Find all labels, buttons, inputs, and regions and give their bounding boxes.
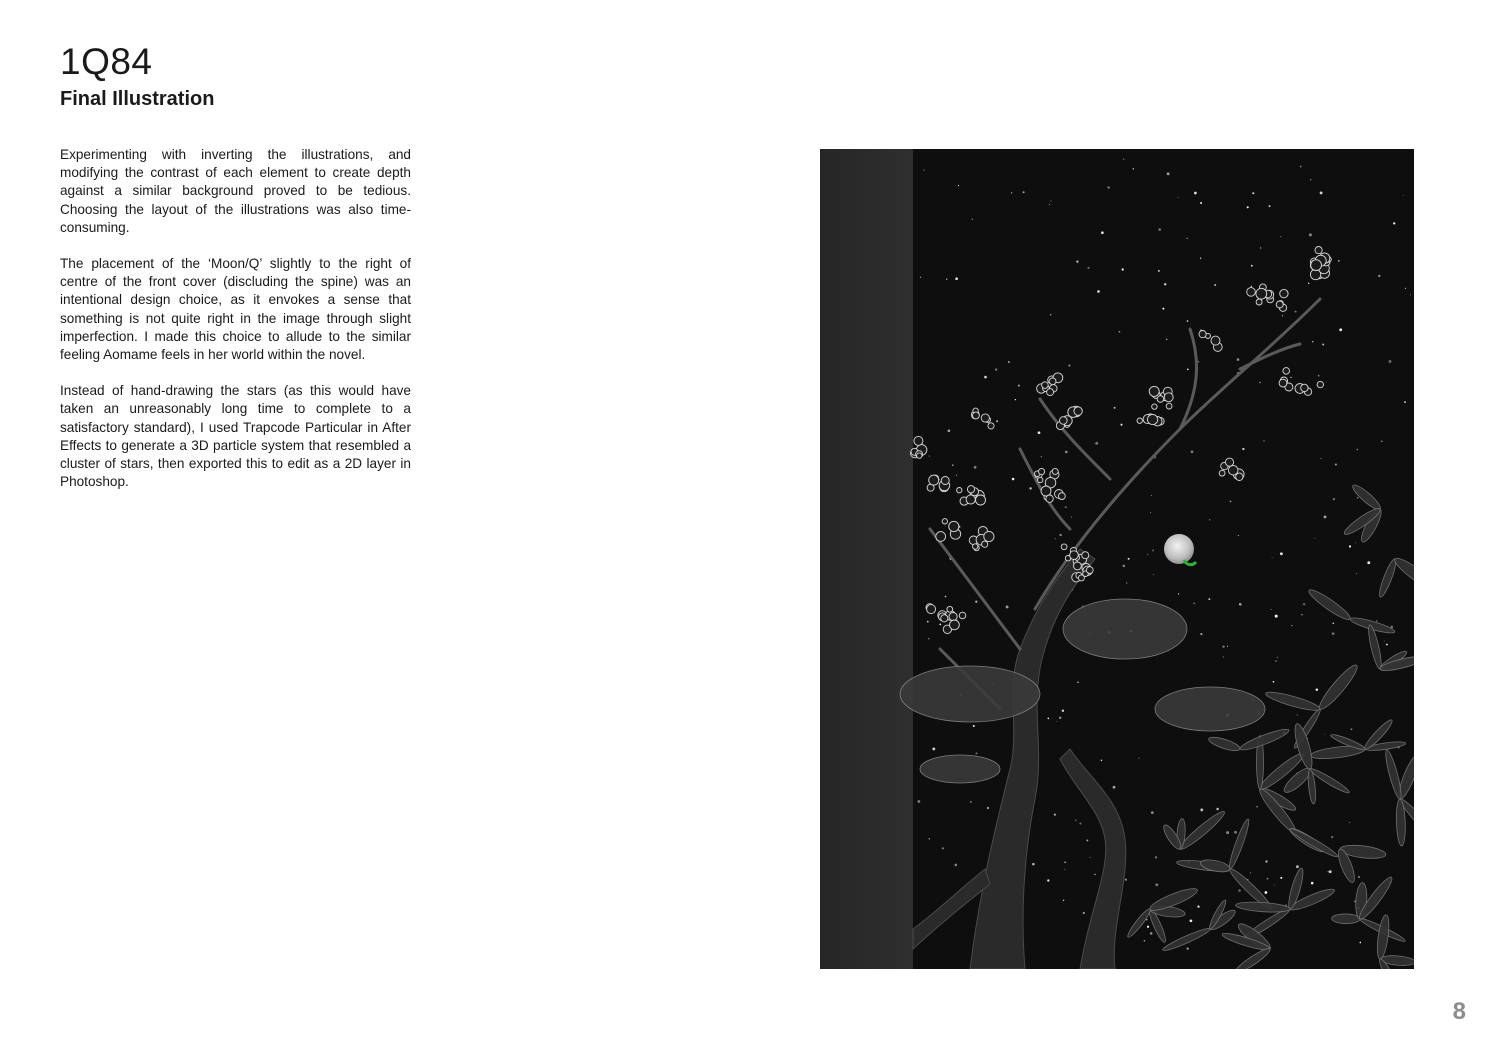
blossom [1199,331,1206,338]
star [954,864,957,867]
page-title: 1Q84 [60,41,153,82]
star [1265,891,1268,894]
star [1064,869,1065,870]
star [1041,456,1042,457]
star [1152,550,1154,552]
star [1410,294,1411,295]
star [1267,878,1269,880]
star [1198,361,1200,363]
star [1349,822,1350,823]
star [974,466,977,469]
star [1251,286,1252,287]
star [1083,912,1085,914]
star [1119,331,1121,333]
star [1065,506,1067,508]
star [1050,314,1051,315]
star [1333,498,1335,500]
star [1101,760,1102,761]
blossom [929,475,939,485]
blossom [1059,493,1066,500]
blossom [914,436,923,445]
star [1256,806,1257,807]
star [975,601,977,603]
star [1274,885,1275,886]
star [1187,947,1189,949]
blossom [1038,477,1043,482]
star [1006,605,1009,608]
star [1214,284,1216,286]
blossom [1280,289,1288,297]
star [939,623,941,625]
star [1065,451,1068,454]
star [1166,339,1167,340]
star [1384,641,1385,642]
blossom [967,486,974,493]
blossom [949,613,957,621]
star [1167,172,1170,175]
star [1187,320,1189,322]
star [942,847,944,849]
star [956,475,957,476]
star [1147,926,1149,928]
star [1068,364,1070,366]
blossom [1283,368,1290,375]
star [927,621,929,623]
star [1378,275,1380,277]
blossom [981,414,989,422]
star [1311,882,1314,885]
star [984,376,987,379]
star [1291,625,1292,626]
blossom [941,615,948,622]
blossom [1060,417,1068,425]
star [1150,512,1151,513]
star [1087,267,1089,269]
star [1271,609,1272,610]
star [1090,857,1091,858]
star [1191,450,1194,453]
illustration-svg [820,149,1414,969]
star [1356,573,1357,574]
blossom [1315,247,1322,254]
paragraph-3: Instead of hand-drawing the stars (as this would have taken an unreasonably long time to complete to a satisfactory standard), I used Trapcode Particular in After Effects to generate a 3D particle system that resembled a cluster of stars, then exported this to edit as a 2D layer in Photoshop. [60,383,411,490]
paragraph-2: The placement of the ‘Moon/Q’ slightly to the right of centre of the front cover (discluding the spine) was an intentional design choice, as it envokes a sense that something is not quite right in the image through slight imperfection. I made this choice to allude to the similar feeling Aomame feels in her world within the novel. [60,256,411,363]
blossom [1070,551,1079,560]
star [1055,538,1056,539]
star [1280,877,1282,879]
star [1237,358,1240,361]
star [1260,247,1261,248]
star [918,800,921,803]
star [1303,603,1305,605]
blossom [1074,562,1082,570]
star [1349,545,1351,547]
star [1155,883,1158,886]
star [1238,889,1240,891]
star [1164,283,1166,285]
star [1059,717,1061,719]
star [1158,228,1161,231]
star [1077,682,1079,684]
star [1079,823,1081,825]
star [1114,407,1116,409]
star [975,752,977,754]
star [924,170,925,171]
star [1376,620,1378,622]
star [1404,401,1406,403]
star [1011,192,1012,193]
blossom [1149,386,1159,396]
blossom [973,412,980,419]
star [1312,341,1313,342]
star [1153,574,1154,575]
star [1316,688,1318,690]
star [1389,360,1392,363]
star [1339,328,1342,331]
blossom [1301,384,1308,391]
star [1144,940,1146,942]
star [952,464,953,465]
star [1051,201,1052,202]
moon [1164,534,1194,564]
star [1101,231,1104,234]
star [987,807,989,809]
star [1280,552,1283,555]
star [1318,375,1320,377]
blossom [1247,288,1256,297]
star [1247,206,1249,208]
blossom [1052,468,1058,474]
star [1200,202,1202,204]
paragraph-1: Experimenting with inverting the illustrations, and modifying the contrast of each element to create depth against a similar background proved to be tedious. Choosing the layout of the illustrations was also time-consuming. [60,147,411,235]
star [1358,876,1360,878]
star [1122,268,1124,270]
blossom [1276,301,1283,308]
star [1018,385,1020,387]
blossom [1061,544,1067,550]
star [1208,598,1210,600]
blossom [1256,299,1262,305]
star [1222,645,1224,647]
star [1265,860,1267,862]
star [1230,501,1232,503]
star [1120,424,1122,426]
star [1275,615,1278,618]
blossom [988,423,994,429]
star [1308,283,1309,284]
star [1250,872,1251,873]
star [996,420,998,422]
star [1332,632,1335,635]
blossom [1148,414,1158,424]
star [1150,932,1153,935]
blossom [1228,465,1238,475]
star [929,456,930,457]
star [1381,440,1383,442]
star [1324,734,1325,735]
star [1054,813,1056,815]
star [973,725,975,727]
star [1063,900,1064,901]
star [1269,205,1271,207]
blossom [1157,396,1164,403]
blossom [936,532,946,542]
star [1186,238,1188,240]
star [1251,265,1253,267]
star [1301,614,1303,616]
star [1126,582,1127,583]
star [928,638,929,639]
star [1282,315,1283,316]
star [1328,871,1329,872]
star [1200,808,1203,811]
star [1277,657,1279,659]
star [1151,495,1152,496]
blossom [984,531,994,541]
star [1049,204,1050,205]
star [1273,681,1275,683]
star [1226,831,1229,834]
star [1297,714,1298,715]
blossom [1225,458,1233,466]
star [1259,382,1261,384]
star [1155,856,1157,858]
star [1015,399,1016,400]
blossom [1166,403,1172,409]
book-spine [820,149,913,969]
blossom [1042,382,1049,389]
blossom [947,606,953,612]
star [1242,448,1244,450]
star [1032,863,1035,866]
star [1403,195,1404,196]
star [1086,839,1088,841]
star [1047,718,1049,720]
blossom [1039,468,1045,474]
star [1200,633,1202,635]
star [1113,786,1116,789]
star [1147,554,1148,555]
star [1227,646,1228,647]
blossom [1086,567,1093,574]
star [1359,942,1361,944]
star [1351,728,1353,730]
blossom [950,620,960,630]
star [1355,542,1356,543]
blossom [1137,418,1142,423]
star [1060,534,1062,536]
blossom [1256,288,1267,299]
blossom [1311,260,1322,271]
star [1023,191,1025,193]
blossom [973,544,978,549]
star [1280,236,1281,237]
star [929,838,930,839]
star [1329,870,1332,873]
star [1197,905,1199,907]
blossom [1049,378,1056,385]
star [1320,458,1321,459]
star [1324,515,1327,518]
page-number: 8 [1452,998,1466,1025]
star [1178,593,1179,594]
blossom [1164,393,1173,402]
star [1056,721,1057,722]
star [1320,191,1323,194]
star [1193,603,1195,605]
star [1151,811,1154,814]
star [1095,442,1098,445]
blossom [1152,404,1157,409]
page-subtitle: Final Illustration [60,88,215,110]
star [1139,758,1140,759]
star [1029,487,1031,489]
star [1190,919,1193,922]
blossom [949,521,959,531]
star [1386,644,1388,646]
blossom [1078,575,1084,581]
star [1332,622,1334,624]
star [1285,905,1286,906]
star [1356,449,1358,451]
star [1300,166,1302,168]
star [1296,865,1299,868]
star [1123,158,1124,159]
book-cover-illustration [820,149,1414,969]
star [1275,660,1277,662]
star [1234,831,1237,834]
leaf [1332,914,1361,924]
blossom [1046,495,1053,502]
star [1162,308,1164,310]
star [1012,478,1015,481]
star [1335,464,1337,466]
star [948,429,951,432]
star [1367,561,1370,564]
blossom [957,488,962,493]
blossom [1279,379,1287,387]
star [1187,368,1189,370]
star [1309,233,1312,236]
star [1322,344,1324,346]
star [1071,517,1072,518]
blossom [917,453,922,458]
star [946,279,947,280]
star [1263,440,1264,441]
star [1178,197,1179,198]
blossom [982,541,988,547]
star [1209,519,1210,520]
star [1405,288,1406,289]
blossom [1236,473,1243,480]
star [932,747,935,750]
star [1008,361,1010,363]
star [1128,558,1130,560]
star [1038,431,1041,434]
star [1075,820,1077,822]
star [955,277,958,280]
star [1238,535,1239,536]
star [1097,290,1100,293]
star [1393,222,1395,224]
star [1331,836,1333,838]
star [1216,808,1219,811]
star [1158,270,1160,272]
star [1094,874,1096,876]
star [1223,657,1224,658]
star [1108,186,1110,188]
blossom [1047,389,1054,396]
star [920,277,921,278]
star [1076,261,1078,263]
star [1239,603,1242,606]
blossom [1041,486,1051,496]
star [995,368,997,370]
star [958,185,959,186]
blossom [942,519,947,524]
star [1200,258,1201,259]
star [1062,709,1064,711]
star [1064,862,1066,864]
star [1310,179,1311,180]
star [1338,260,1340,262]
blossom [959,612,966,619]
blossom [1074,407,1082,415]
body-text [60,146,411,509]
star [1146,919,1147,920]
blossom [941,477,949,485]
star [1357,497,1359,499]
star [1125,879,1127,881]
star [945,596,947,598]
star [1295,311,1297,313]
star [970,801,972,803]
blossom [976,495,986,505]
star [1047,879,1049,881]
star [1272,557,1273,558]
star [1123,565,1125,567]
blossom [1211,336,1220,345]
blossom [966,495,975,504]
blossom [927,605,936,614]
star [1133,168,1134,169]
star [1252,192,1254,194]
star [1194,192,1197,195]
blossom [1219,470,1225,476]
star [1314,538,1315,539]
blossom [1317,381,1323,387]
star [1290,377,1291,378]
blossom [1082,552,1089,559]
star [972,219,973,220]
